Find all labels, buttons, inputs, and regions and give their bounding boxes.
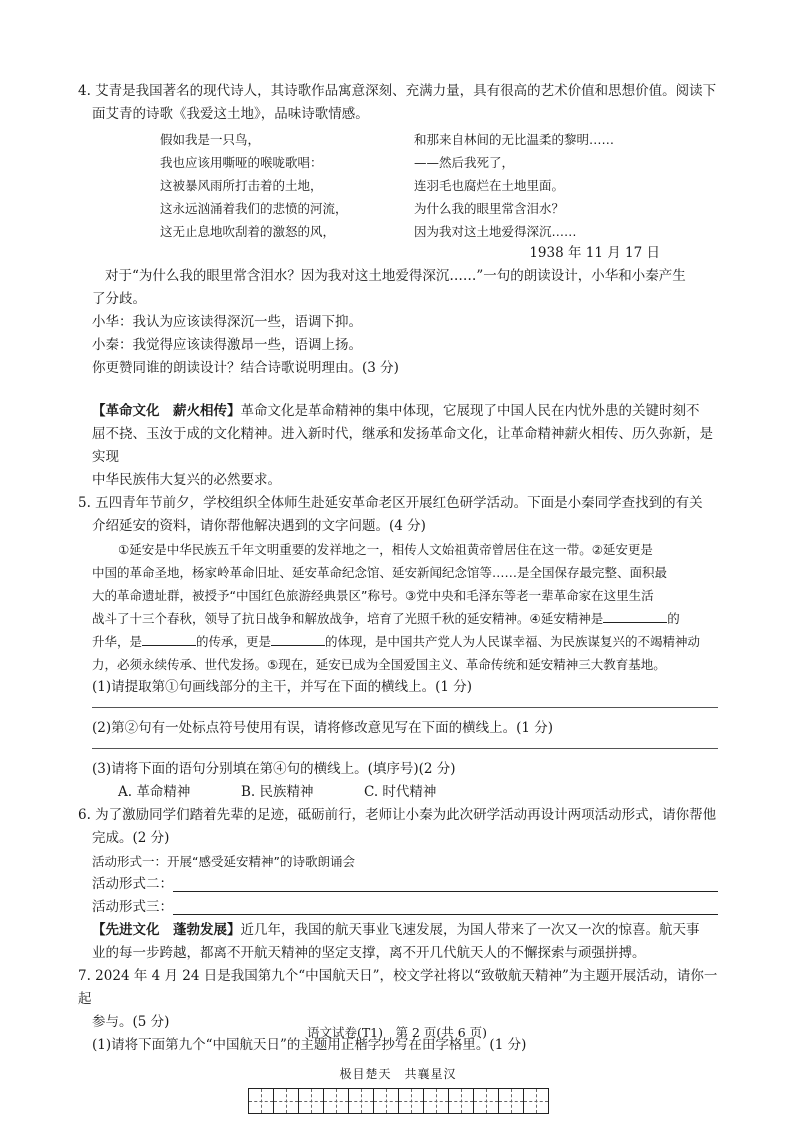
q4-ask: 你更赞同谁的朗读设计？结合诗歌说明理由。(3 分)	[92, 360, 399, 376]
material-text: 的传承，更是	[196, 634, 272, 649]
page-footer: 语文试卷(T1) 第 2 页(共 6 页)	[306, 1025, 488, 1040]
q5-sub1: (1)请提取第①句画线部分的主干，并写在下面的横线上。(1 分)	[92, 679, 473, 695]
q5-sub2: (2)第②句有一处标点符号使用有误，请将修改意见写在下面的横线上。(1 分)	[92, 720, 554, 736]
material-line: 大的革命遗址群，被授予“中国红色旅游经典景区”称号。③党中央和毛泽东等老一辈革命家在这里生活	[92, 588, 654, 603]
fill-blank-3[interactable]	[271, 631, 325, 646]
q5-intro-line1: 5. 五四青年节前夕，学校组织全体师生赴延安革命老区开展红色研学活动。下面是小秦同学查找到的有关	[78, 495, 703, 511]
activity-form-2-row	[78, 873, 718, 896]
q4-intro-line2: 面艾青的诗歌《我爱这土地》，品味诗歌情感。	[92, 106, 369, 122]
poem-left-column	[160, 128, 348, 243]
option-c: C. 时代精神	[364, 784, 437, 800]
material-text: 的	[667, 611, 680, 626]
tian-grid-cell[interactable]	[274, 1089, 299, 1113]
poem-line: 这被暴风雨所打击着的土地，	[160, 178, 323, 193]
poem-line: 连羽毛也腐烂在土地里面。	[414, 178, 565, 193]
q5-options	[78, 781, 718, 804]
theme-caption: 极目楚天 共襄星汉	[339, 1067, 457, 1081]
section-advanced-text: 近几年，我国的航天事业飞速发展，为国人带来了一次又一次的惊喜。航天事	[240, 922, 700, 938]
tian-grid-cell[interactable]	[474, 1089, 499, 1113]
q5-intro-line2: 介绍延安的资料，请你帮他解决遇到的文字问题。(4 分)	[92, 518, 426, 534]
tian-grid-area	[78, 1063, 718, 1121]
poem-line: 和那来自林间的无比温柔的黎明……	[414, 132, 615, 147]
section-revolution-line3: 中华民族伟大复兴的必然要求。	[92, 472, 281, 488]
material-line	[92, 607, 718, 630]
poem-line: 假如我是一只鸟，	[160, 132, 261, 147]
tian-grid-cell[interactable]	[374, 1089, 399, 1113]
tian-grid-cell[interactable]	[524, 1089, 548, 1113]
tian-grid-cell[interactable]	[499, 1089, 524, 1113]
fill-blank-2[interactable]	[142, 631, 196, 646]
material-line: 力，必须永续传承、世代发扬。⑤现在，延安已成为全国爱国主义、革命传统和延安精神三大教育基地。	[92, 657, 666, 672]
material-line	[92, 630, 718, 653]
section-advanced-line1	[78, 919, 718, 942]
q4-intro-line1: 4. 艾青是我国著名的现代诗人，其诗歌作品寓意深刻、充满力量，具有很高的艺术价值和思想价值。阅读下	[78, 83, 717, 99]
activity-form-3-line[interactable]	[173, 898, 718, 915]
activity-form-3-label: 活动形式三：	[92, 899, 173, 915]
section-advanced-line2: 业的每一步跨越，都离不开航天精神的坚定支撑，离不开几代航天人的不懈探索与顽强拼搏。	[92, 945, 646, 961]
q6-intro-line2: 完成。(2 分)	[92, 830, 170, 846]
q6-intro-line1: 6. 为了激励同学们踏着先辈的足迹，砥砺前行，老师让小秦为此次研学活动再设计两项活动形式，请你帮他	[78, 807, 717, 823]
material-line: 中国的革命圣地，杨家岭革命旧址、延安革命纪念馆、延安新闻纪念馆等……是全国保存最完整、面积最	[92, 565, 668, 580]
section-revolution-line2: 屈不挠、玉汝于成的文化精神。进入新时代，继承和发扬革命文化，让革命精神薪火相传、历久弥新，是实现	[92, 426, 713, 465]
tian-grid-cell[interactable]	[299, 1089, 324, 1113]
poem-line: 这永远汹涌着我们的悲愤的河流，	[160, 201, 348, 216]
option-b: B. 民族精神	[241, 784, 314, 800]
material-text: 的体现，是中国共产党人为人民谋幸福、为民族谋复兴的不竭精神动	[325, 634, 701, 649]
yanan-material	[78, 538, 718, 676]
q5-sub3: (3)请将下面的语句分别填在第④句的横线上。(填序号)(2 分)	[92, 761, 456, 777]
tian-grid-cell[interactable]	[249, 1089, 274, 1113]
q4-question-line2: 了分歧。	[92, 291, 146, 307]
section-revolution-text: 革命文化是革命精神的集中体现，它展现了中国人民在内忧外患的关键时刻不	[240, 403, 700, 419]
tian-grid-cell[interactable]	[424, 1089, 449, 1113]
poem-line: 这无止息地吹刮着的激怒的风，	[160, 224, 336, 239]
tian-grid-cell[interactable]	[399, 1089, 424, 1113]
poem-line: 我也应该用嘶哑的喉咙歌唱：	[160, 155, 323, 170]
poem-line: ——然后我死了，	[414, 155, 515, 170]
fill-blank-1[interactable]	[603, 608, 667, 623]
xiaohua-opinion: 小华：我认为应该读得深沉一些，语调下抑。	[92, 314, 362, 330]
section-revolution-title: 【革命文化 薪火相传】	[92, 403, 241, 419]
poem-line: 因为我对这土地爱得深沉……	[414, 224, 577, 239]
answer-line-1[interactable]	[92, 707, 718, 708]
poem-line: 为什么我的眼里常含泪水？	[414, 201, 565, 216]
section-advanced-title: 【先进文化 蓬勃发展】	[92, 922, 241, 938]
activity-form-2-label: 活动形式二：	[92, 876, 173, 892]
material-text: 升华，是	[92, 634, 143, 649]
activity-form-1: 活动形式一：开展“感受延安精神”的诗歌朗诵会	[92, 854, 355, 869]
q7-sub1: (1)请将下面第九个“中国航天日”的主题用正楷字抄写在田字格里。(1 分)	[92, 1037, 527, 1053]
section-revolution-line1	[78, 400, 718, 423]
option-a: A. 革命精神	[118, 784, 191, 800]
poem-date: 1938 年 11 月 17 日	[529, 245, 660, 261]
tian-grid[interactable]	[248, 1088, 549, 1114]
poem-right-column	[414, 128, 614, 243]
tian-grid-cell[interactable]	[324, 1089, 349, 1113]
tian-grid-cell[interactable]	[349, 1089, 374, 1113]
activity-form-2-line[interactable]	[173, 875, 718, 892]
tian-grid-cell[interactable]	[449, 1089, 474, 1113]
q7-intro-line2: 参与。(5 分)	[92, 1014, 170, 1030]
xiaoqin-opinion: 小秦：我觉得应该读得激昂一些，语调上扬。	[92, 337, 362, 353]
q7-intro-line1: 7. 2024 年 4 月 24 日是我国第九个“中国航天日”，校文学社将以“致敬航天精神”为主题开展活动，请你一起	[78, 968, 718, 1007]
answer-line-2[interactable]	[92, 748, 718, 749]
material-text: 战斗了十三个春秋，领导了抗日战争和解放战争，培育了光照千秋的延安精神。④延安精神是	[92, 611, 604, 626]
material-line: ①延安是中华民族五千年文明重要的发祥地之一，相传人文始祖黄帝曾居住在这一带。②延安更是	[118, 542, 653, 557]
activity-form-3-row	[78, 896, 718, 919]
q4-question-line1: 对于“为什么我的眼里常含泪水？因为我对这土地爱得深沉……”一句的朗读设计，小华和小秦产生	[105, 268, 686, 284]
poem	[78, 128, 718, 246]
exam-page	[78, 80, 718, 1121]
